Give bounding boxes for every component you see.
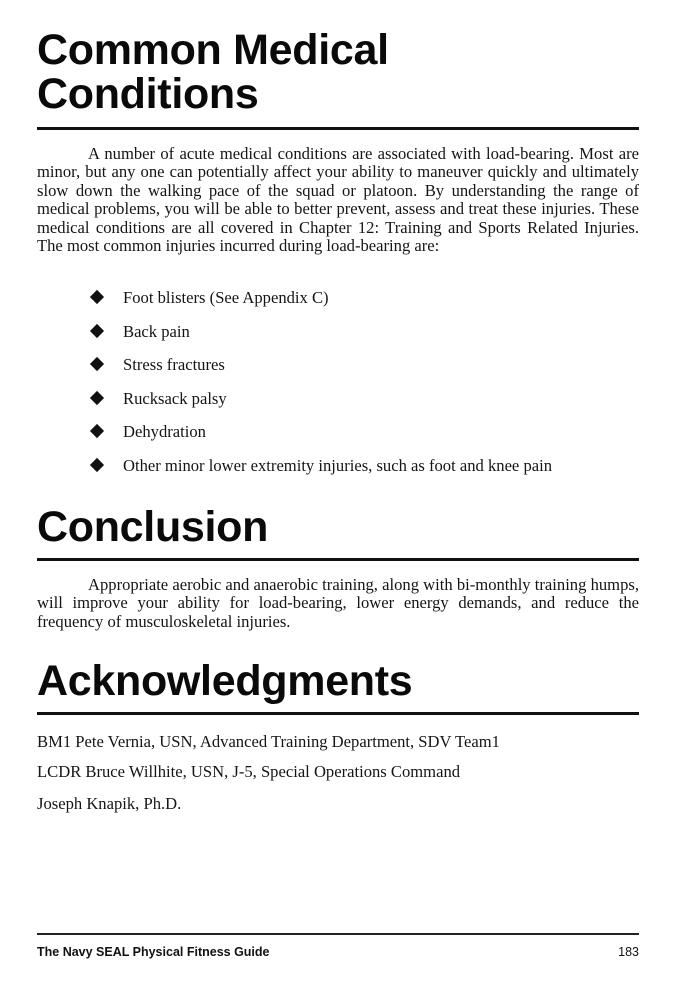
list-item-text: Rucksack palsy [123,388,227,408]
paragraph-text: A number of acute medical conditions are associated with load-bearing. Most are minor, but any one can potentially affect your ability to maneuver quickly and ultimately slow down the walking pace of the squad or platoon. By understanding the range of medical problems, you will be able to better prevent, assess and treat these injuries. These medical conditions are all covered in Chapter 12: Training and Sports Related Injuries. The most common injuries incurred during load-bearing are: [37,144,639,256]
list-item-text: Stress fractures [123,355,225,375]
list-item-text: Foot blisters (See Appendix C) [123,288,329,307]
list-item-text: Dehydration [123,422,206,442]
section-heading-conclusion: Conclusion [37,503,269,551]
diamond-bullet-icon [90,458,104,472]
footer-divider [37,933,639,935]
document-page [37,0,639,981]
section-heading-acknowledgments: Acknowledgments [37,657,413,705]
heading-line-2: Conditions [37,70,259,118]
list-item-text: Other minor lower extremity injuries, such as foot and knee pain [123,455,553,475]
page-number: 183 [618,945,639,959]
acknowledgment-line: Joseph Knapik, Ph.D. [37,794,182,813]
medical-conditions-paragraph [37,145,639,255]
diamond-bullet-icon [90,391,104,405]
list-item [37,354,639,388]
paragraph-text: Appropriate aerobic and anaerobic training, along with bi-monthly training humps, will improve your ability for load-bearing, lower energy demands, and reduce the frequency of musculoskeletal injuries. [37,575,639,631]
section-divider [37,712,639,715]
injury-list [37,287,639,489]
heading-line-1: Common Medical [37,26,389,74]
list-item-text: Back pain [123,321,190,341]
footer-book-title: The Navy SEAL Physical Fitness Guide [37,945,270,959]
diamond-bullet-icon [90,290,104,304]
list-item [37,388,639,422]
diamond-bullet-icon [90,424,104,438]
acknowledgment-line: LCDR Bruce Willhite, USN, J-5, Special Operations Command [37,762,461,781]
diamond-bullet-icon [90,357,104,371]
list-item [37,421,639,455]
diamond-bullet-icon [90,324,104,338]
section-divider [37,127,639,130]
section-divider [37,558,639,561]
acknowledgment-line: BM1 Pete Vernia, USN, Advanced Training Department, SDV Team1 [37,732,500,751]
list-item [37,287,639,321]
section-heading-medical-conditions [37,28,389,116]
conclusion-paragraph [37,576,639,631]
list-item [37,321,639,355]
list-item [37,455,639,489]
